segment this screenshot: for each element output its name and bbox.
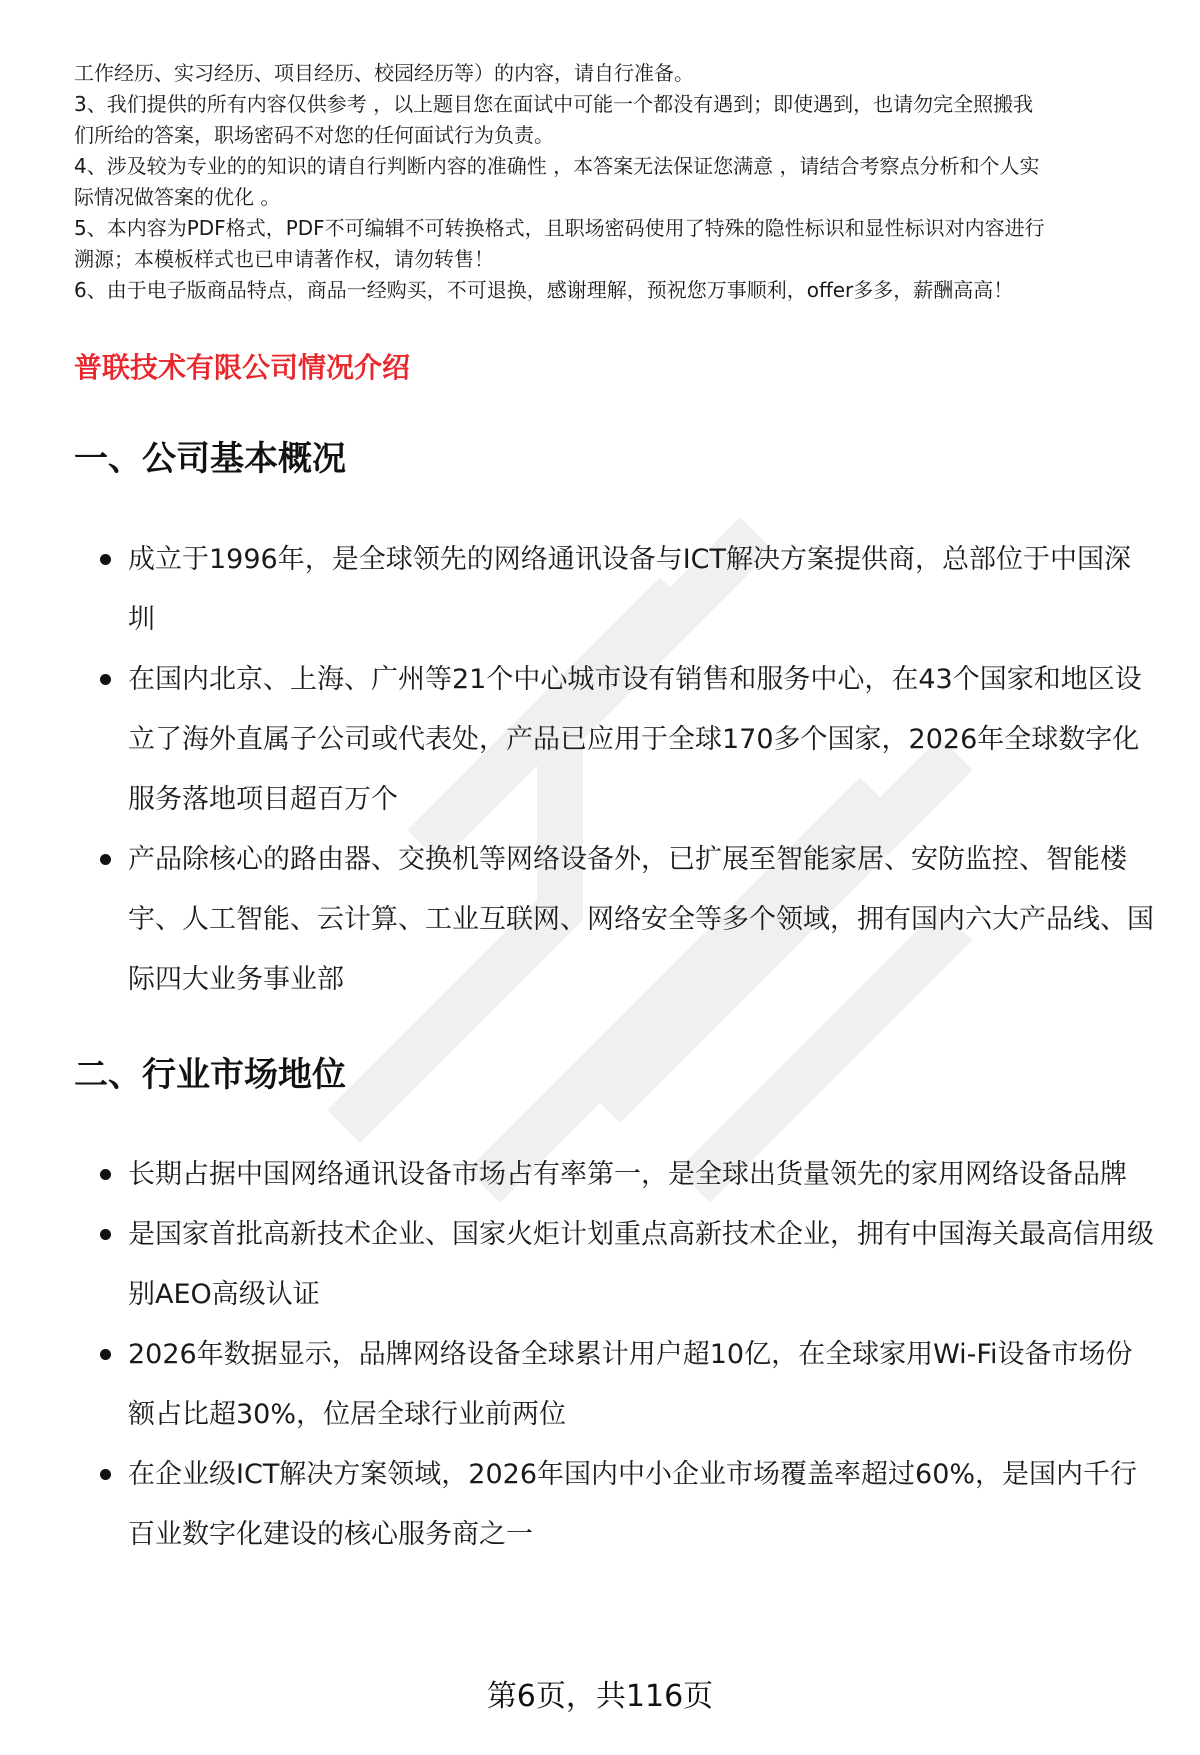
note-line: 3、我们提供的所有内容仅供参考 ，以上题目您在面试中可能一个都没有遇到；即使遇到，也请勿完全照搬我 [74, 92, 1034, 116]
note-line: 5、本内容为PDF格式，PDF不可编辑不可转换格式，且职场密码使用了特殊的隐性标识和显性标识对内容进行 [74, 216, 1045, 240]
list-item: 是国家首批高新技术企业、国家火炬计划重点高新技术企业，拥有中国海关最高信用级别AEO高级认证 [74, 1205, 1154, 1325]
bullet-icon [100, 674, 111, 685]
bullet-icon [100, 1469, 111, 1480]
list-item: 在企业级ICT解决方案领域，2026年国内中小企业市场覆盖率超过60%，是国内千行百业数字化建设的核心服务商之一 [74, 1445, 1154, 1565]
list-item: 成立于1996年，是全球领先的网络通讯设备与ICT解决方案提供商，总部位于中国深圳 [74, 530, 1154, 650]
bullet-icon [100, 1169, 111, 1180]
list-item: 2026年数据显示，品牌网络设备全球累计用户超10亿，在全球家用Wi-Fi设备市场份额占比超30%，位居全球行业前两位 [74, 1325, 1154, 1445]
note-line: 工作经历、实习经历、项目经历、校园经历等）的内容，请自行准备。 [74, 61, 694, 85]
note-line: 溯源；本模板样式也已申请著作权，请勿转售！ [74, 247, 494, 271]
bullet-icon [100, 854, 111, 865]
bullet-icon [100, 1349, 111, 1360]
company-title: 普联技术有限公司情况介绍 [74, 351, 411, 384]
section-heading-overview: 一、公司基本概况 [74, 439, 346, 479]
note-line: 们所给的答案，职场密码不对您的任何面试行为负责。 [74, 123, 554, 147]
list-item: 产品除核心的路由器、交换机等网络设备外，已扩展至智能家居、安防监控、智能楼宇、人工智能、云计算、工业互联网、网络安全等多个领域，拥有国内六大产品线、国际四大业务事业部 [74, 830, 1154, 1010]
note-line: 4、涉及较为专业的的知识的请自行判断内容的准确性 ，本答案无法保证您满意 ，请结合考察点分析和个人实 [74, 154, 1040, 178]
overview-list [74, 530, 1154, 1010]
page-number: 第6页，共116页 [486, 1679, 714, 1714]
list-item: 长期占据中国网络通讯设备市场占有率第一，是全球出货量领先的家用网络设备品牌 [74, 1145, 1154, 1205]
section-heading-market: 二、行业市场地位 [74, 1055, 346, 1095]
note-line: 6、由于电子版商品特点，商品一经购买，不可退换，感谢理解，预祝您万事顺利，offer多多，薪酬高高！ [74, 278, 1014, 302]
note-line: 际情况做答案的优化 。 [74, 185, 281, 209]
notes-block [74, 58, 1154, 306]
bullet-icon [100, 1229, 111, 1240]
bullet-icon [100, 554, 111, 565]
list-item: 在国内北京、上海、广州等21个中心城市设有销售和服务中心，在43个国家和地区设立了海外直属子公司或代表处，产品已应用于全球170多个国家，2026年全球数字化服务落地项目超百万个 [74, 650, 1154, 830]
market-list [74, 1145, 1154, 1565]
